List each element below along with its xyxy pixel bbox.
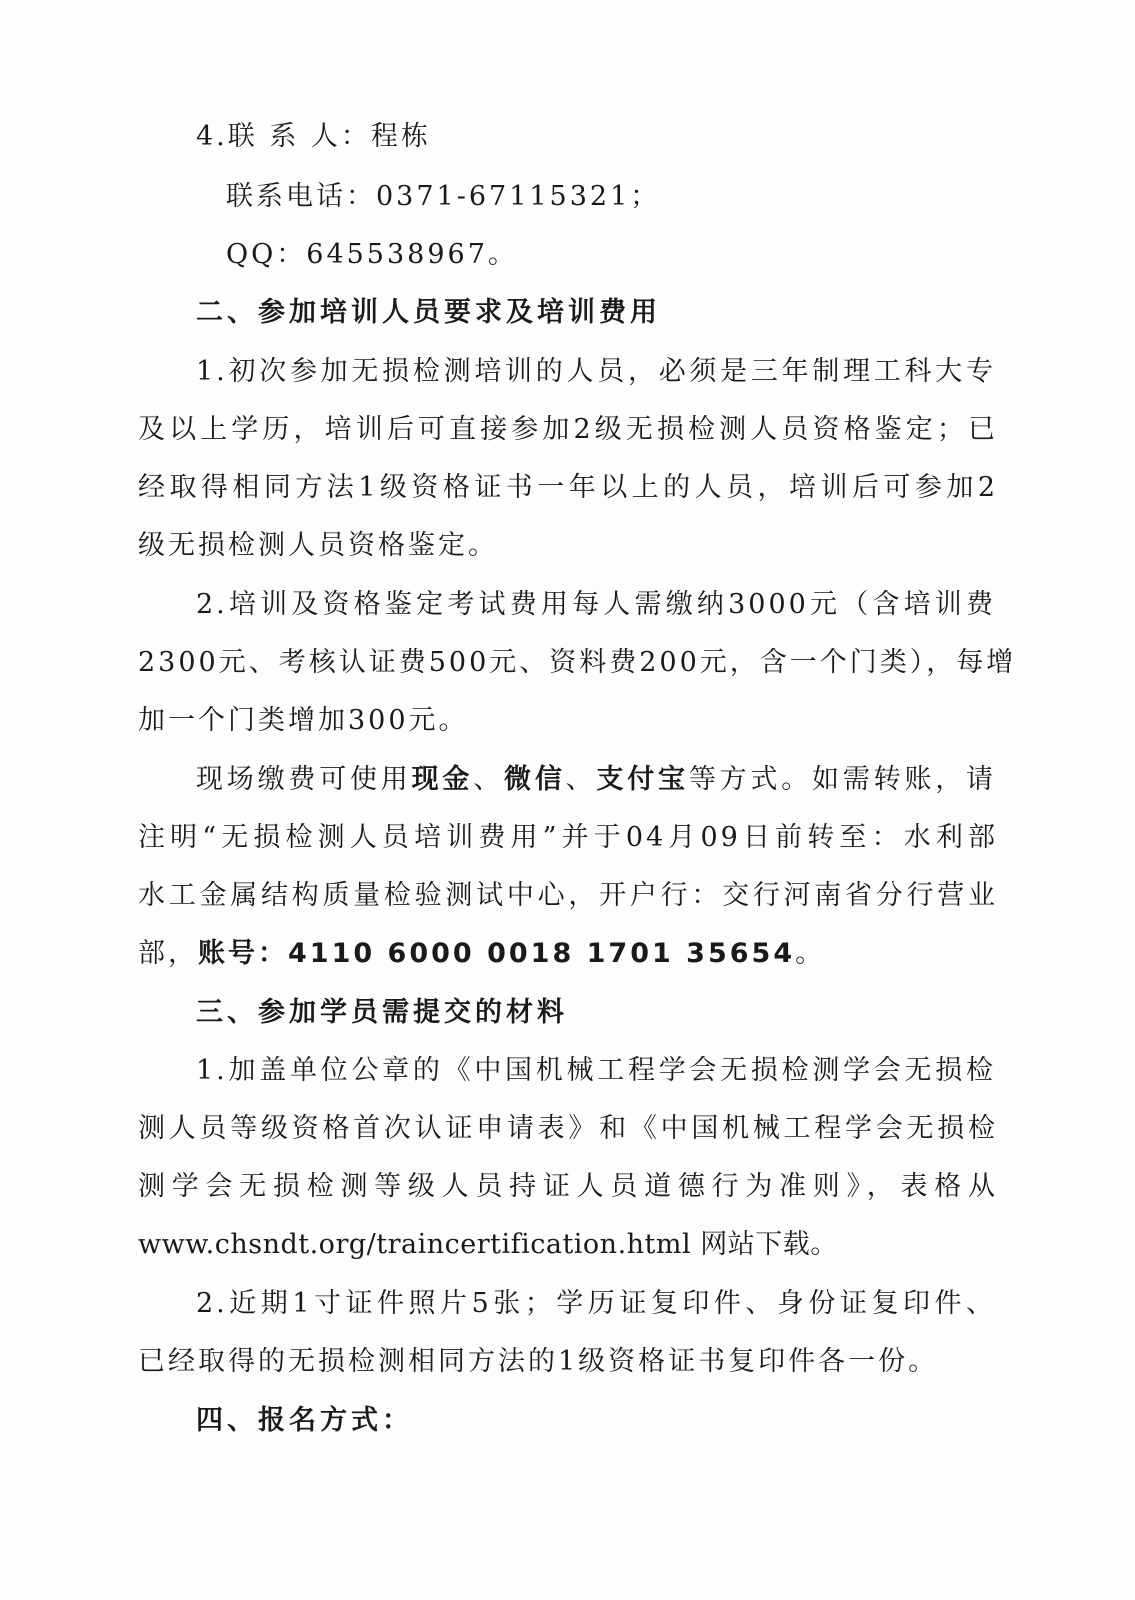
- contact-phone: 联系电话：0371-67115321；: [226, 181, 661, 212]
- paragraph-line: 经取得相同方法1级资格证书一年以上的人员，培训后可参加2: [138, 472, 998, 503]
- paragraph-line: 水工金属结构质量检验测试中心，开户行：交行河南省分行营业: [138, 880, 998, 911]
- payment-alipay: 支付宝: [596, 764, 689, 795]
- paragraph-line: 级无损检测人员资格鉴定。: [138, 530, 498, 561]
- download-url-line: www.chsndt.org/traincertification.html 网站下载。: [138, 1229, 838, 1260]
- account-line: [138, 937, 998, 971]
- payment-separator: 、: [473, 764, 505, 795]
- payment-text: 等方式。如需转账，请: [688, 764, 997, 795]
- section-heading-registration: 四、报名方式：: [196, 1405, 413, 1436]
- payment-methods-line: [196, 763, 996, 797]
- bank-account-number: 账号：4110 6000 0018 1701 35654: [198, 938, 796, 969]
- contact-qq: QQ：645538967。: [226, 239, 518, 270]
- paragraph-line: 测人员等级资格首次认证申请表》和《中国机械工程学会无损检: [138, 1113, 998, 1144]
- paragraph-line: 注明“无损检测人员培训费用”并于04月09日前转至：水利部: [138, 822, 998, 853]
- paragraph-line: 已经取得的无损检测相同方法的1级资格证书复印件各一份。: [138, 1346, 939, 1377]
- payment-text: 现场缴费可使用: [196, 764, 412, 795]
- contact-person: 4.联 系 人：程栋: [196, 121, 431, 152]
- paragraph-line: 1.初次参加无损检测培训的人员，必须是三年制理工科大专: [196, 356, 996, 387]
- paragraph-text: 。: [795, 938, 826, 969]
- section-heading-materials: 三、参加学员需提交的材料: [196, 997, 568, 1028]
- paragraph-line: 加一个门类增加300元。: [138, 705, 469, 736]
- paragraph-line: 2300元、考核认证费500元、资料费200元，含一个门类），每增: [138, 647, 1017, 678]
- paragraph-line: 测学会无损检测等级人员持证人员道德行为准则》，表格从: [138, 1171, 998, 1202]
- paragraph-line: 及以上学历，培训后可直接参加2级无损检测人员资格鉴定；已: [138, 414, 998, 445]
- payment-separator: 、: [565, 764, 597, 795]
- paragraph-line: 2.近期1寸证件照片5张；学历证复印件、身份证复印件、: [196, 1288, 996, 1319]
- paragraph-line: 1.加盖单位公章的《中国机械工程学会无损检测学会无损检: [196, 1055, 996, 1086]
- section-heading-requirements: 二、参加培训人员要求及培训费用: [196, 297, 661, 328]
- payment-cash: 现金: [411, 764, 474, 795]
- paragraph-text: 部，: [138, 938, 198, 969]
- payment-wechat: 微信: [504, 764, 566, 795]
- paragraph-line: 2.培训及资格鉴定考试费用每人需缴纳3000元（含培训费: [196, 589, 996, 620]
